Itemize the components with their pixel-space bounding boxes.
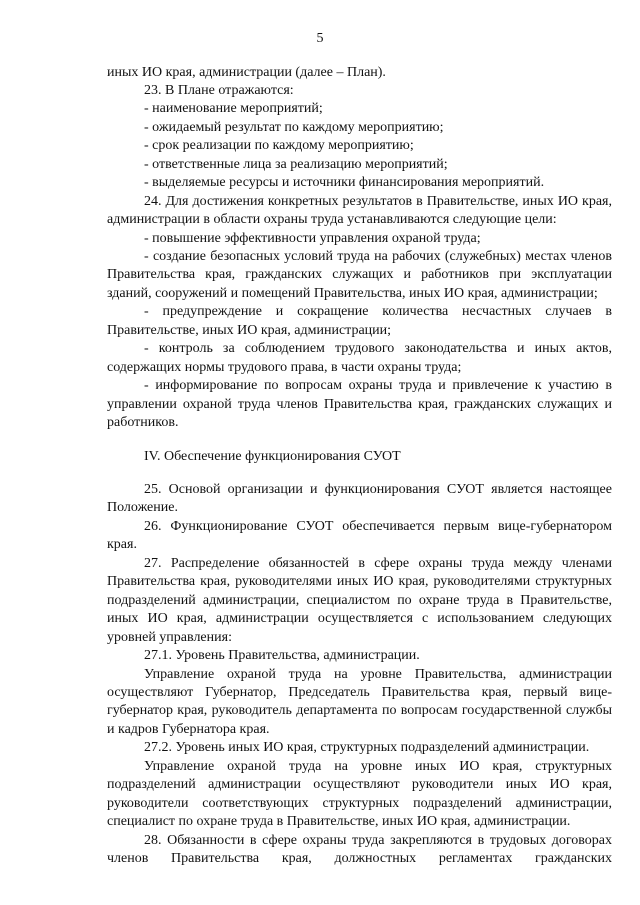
list-item: - информирование по вопросам охраны труда и привлечение к участию в управлении охраной труда членов Правительства края, гражданских служащих и работников. bbox=[107, 378, 612, 431]
list-item: - ожидаемый результат по каждому мероприятию; bbox=[144, 119, 444, 135]
list-item: - повышение эффективности управления охраной труда; bbox=[144, 230, 481, 246]
list-item: - предупреждение и сокращение количества несчастных случаев в Правительстве, иных ИО края, администрации; bbox=[107, 304, 612, 338]
paragraph-26: 26. Функционирование СУОТ обеспечивается первым вице-губернатором края. bbox=[107, 518, 612, 553]
paragraph-27-1: 27.1. Уровень Правительства, администрации. bbox=[144, 648, 420, 664]
list-item: - создание безопасных условий труда на рабочих (служебных) местах членов Правительства края, гражданских служащих и работников при эксплуатации зданий, сооружений и помещений Правительства, иных ИО края, администрации; bbox=[107, 249, 612, 301]
paragraph-28: 28. Обязанности в сфере охраны труда закрепляются в трудовых договорах членов Правительства края, должностных регламентах гражданских bbox=[107, 832, 612, 867]
paragraph-27-1-body: Управление охраной труда на уровне Правительства, администрации осуществляют Губернатор, Председатель Правительства края, первый вице-губернатор края, руководитель департамента по вопросам государственной службы и кадров Губернатора края. bbox=[107, 666, 612, 737]
paragraph-27: 27. Распределение обязанностей в сфере охраны труда между членами Правительства края, руководителями иных ИО края, руководителями структурных подразделений администрации, специалистом по охране труда в Правительстве, иных ИО края, администрации осуществляется с использованием следующих уровней управления: bbox=[107, 555, 612, 645]
list-item: - срок реализации по каждому мероприятию; bbox=[144, 138, 414, 154]
paragraph-27-2: 27.2. Уровень иных ИО края, структурных подразделений администрации. bbox=[144, 740, 590, 756]
paragraph-23: 23. В Плане отражаются: bbox=[144, 82, 294, 98]
document-body bbox=[107, 64, 612, 869]
paragraph-24: 24. Для достижения конкретных результатов в Правительстве, иных ИО края, администрации в области охраны труда устанавливаются следующие цели: bbox=[107, 193, 612, 228]
list-item: - выделяемые ресурсы и источники финансирования мероприятий. bbox=[144, 175, 545, 191]
list-item: - ответственные лица за реализацию мероприятий; bbox=[144, 156, 448, 172]
list-item: - контроль за соблюдением трудового законодательства и иных актов, содержащих нормы трудового права, в части охраны труда; bbox=[107, 341, 612, 375]
paragraph-plan-definition-end: иных ИО края, администрации (далее – План). bbox=[107, 64, 386, 80]
section-heading: IV. Обеспечение функционирования СУОТ bbox=[144, 448, 401, 464]
paragraph-25: 25. Основой организации и функционирования СУОТ является настоящее Положение. bbox=[107, 482, 612, 516]
page-number: 5 bbox=[316, 31, 324, 46]
list-item: - наименование мероприятий; bbox=[144, 101, 323, 117]
paragraph-27-2-body: Управление охраной труда на уровне иных ИО края, структурных подразделений администрации осуществляют руководители иных ИО края, руководители соответствующих структурных подразделений администрации, специалист по охране труда в Правительстве, иных ИО края, администрации. bbox=[107, 758, 612, 830]
